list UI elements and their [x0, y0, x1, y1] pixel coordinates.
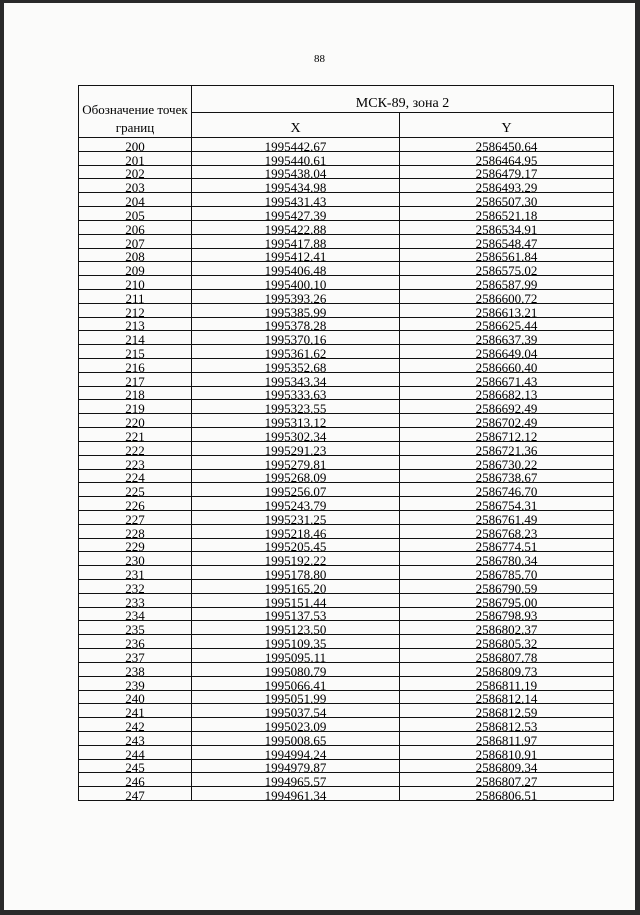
- y-coordinate-cell: 2586721.36: [400, 441, 614, 455]
- y-coordinate-cell: 2586806.51: [400, 787, 614, 801]
- x-coordinate-cell: 1995406.48: [192, 262, 400, 276]
- table-row: [79, 469, 614, 483]
- table-row: [79, 497, 614, 511]
- y-coordinate-cell: 2586507.30: [400, 193, 614, 207]
- x-coordinate-cell: 1995243.79: [192, 497, 400, 511]
- table-row: [79, 220, 614, 234]
- point-number-cell: 215: [79, 345, 192, 359]
- table-row: [79, 538, 614, 552]
- x-coordinate-cell: 1995302.34: [192, 428, 400, 442]
- y-coordinate-cell: 2586774.51: [400, 538, 614, 552]
- x-coordinate-cell: 1995279.81: [192, 455, 400, 469]
- table-row: [79, 372, 614, 386]
- x-coordinate-cell: 1995256.07: [192, 483, 400, 497]
- x-coordinate-cell: 1995178.80: [192, 566, 400, 580]
- header-point-designation: Обозначение точек границ: [79, 86, 192, 138]
- point-number-cell: 203: [79, 179, 192, 193]
- table-row: [79, 207, 614, 221]
- y-coordinate-cell: 2586798.93: [400, 607, 614, 621]
- y-coordinate-cell: 2586746.70: [400, 483, 614, 497]
- y-coordinate-cell: 2586811.97: [400, 731, 614, 745]
- header-x: X: [192, 113, 400, 138]
- point-number-cell: 220: [79, 414, 192, 428]
- y-coordinate-cell: 2586785.70: [400, 566, 614, 580]
- x-coordinate-cell: 1995137.53: [192, 607, 400, 621]
- x-coordinate-cell: 1994979.87: [192, 759, 400, 773]
- table-row: [79, 165, 614, 179]
- table-row: [79, 359, 614, 373]
- x-coordinate-cell: 1995218.46: [192, 524, 400, 538]
- point-number-cell: 239: [79, 676, 192, 690]
- point-number-cell: 231: [79, 566, 192, 580]
- y-coordinate-cell: 2586738.67: [400, 469, 614, 483]
- table-row: [79, 759, 614, 773]
- point-number-cell: 208: [79, 248, 192, 262]
- table-row: [79, 607, 614, 621]
- point-number-cell: 241: [79, 704, 192, 718]
- x-coordinate-cell: 1995165.20: [192, 580, 400, 594]
- x-coordinate-cell: 1995385.99: [192, 303, 400, 317]
- table-row: [79, 386, 614, 400]
- point-number-cell: 242: [79, 718, 192, 732]
- y-coordinate-cell: 2586810.91: [400, 745, 614, 759]
- point-number-cell: 235: [79, 621, 192, 635]
- table-row: [79, 773, 614, 787]
- point-number-cell: 202: [79, 165, 192, 179]
- y-coordinate-cell: 2586682.13: [400, 386, 614, 400]
- point-number-cell: 245: [79, 759, 192, 773]
- header-y: Y: [400, 113, 614, 138]
- y-coordinate-cell: 2586479.17: [400, 165, 614, 179]
- point-number-cell: 232: [79, 580, 192, 594]
- y-coordinate-cell: 2586780.34: [400, 552, 614, 566]
- point-number-cell: 213: [79, 317, 192, 331]
- x-coordinate-cell: 1995440.61: [192, 151, 400, 165]
- table-row: [79, 635, 614, 649]
- table-row: [79, 151, 614, 165]
- x-coordinate-cell: 1995400.10: [192, 276, 400, 290]
- x-coordinate-cell: 1995192.22: [192, 552, 400, 566]
- table-row: [79, 262, 614, 276]
- y-coordinate-cell: 2586761.49: [400, 510, 614, 524]
- header-coordinate-system: МСК-89, зона 2: [192, 86, 614, 113]
- x-coordinate-cell: 1995442.67: [192, 138, 400, 152]
- x-coordinate-cell: 1995109.35: [192, 635, 400, 649]
- x-coordinate-cell: 1995008.65: [192, 731, 400, 745]
- coordinates-table: [78, 85, 614, 801]
- point-number-cell: 200: [79, 138, 192, 152]
- table-row: [79, 580, 614, 594]
- y-coordinate-cell: 2586702.49: [400, 414, 614, 428]
- table-row: [79, 303, 614, 317]
- x-coordinate-cell: 1995427.39: [192, 207, 400, 221]
- point-number-cell: 228: [79, 524, 192, 538]
- y-coordinate-cell: 2586807.27: [400, 773, 614, 787]
- table-row: [79, 441, 614, 455]
- x-coordinate-cell: 1994961.34: [192, 787, 400, 801]
- point-number-cell: 236: [79, 635, 192, 649]
- y-coordinate-cell: 2586730.22: [400, 455, 614, 469]
- x-coordinate-cell: 1995422.88: [192, 220, 400, 234]
- y-coordinate-cell: 2586802.37: [400, 621, 614, 635]
- point-number-cell: 209: [79, 262, 192, 276]
- x-coordinate-cell: 1995361.62: [192, 345, 400, 359]
- x-coordinate-cell: 1995434.98: [192, 179, 400, 193]
- table-row: [79, 248, 614, 262]
- x-coordinate-cell: 1995268.09: [192, 469, 400, 483]
- table-row: [79, 428, 614, 442]
- table-row: [79, 662, 614, 676]
- point-number-cell: 246: [79, 773, 192, 787]
- table-header: [79, 86, 614, 138]
- point-number-cell: 244: [79, 745, 192, 759]
- table-body: [79, 138, 614, 801]
- x-coordinate-cell: 1994994.24: [192, 745, 400, 759]
- y-coordinate-cell: 2586613.21: [400, 303, 614, 317]
- point-number-cell: 207: [79, 234, 192, 248]
- x-coordinate-cell: 1995438.04: [192, 165, 400, 179]
- table-row: [79, 317, 614, 331]
- point-number-cell: 205: [79, 207, 192, 221]
- x-coordinate-cell: 1995205.45: [192, 538, 400, 552]
- table-row: [79, 510, 614, 524]
- x-coordinate-cell: 1995151.44: [192, 593, 400, 607]
- table-row: [79, 621, 614, 635]
- point-number-cell: 237: [79, 649, 192, 663]
- x-coordinate-cell: 1995393.26: [192, 289, 400, 303]
- table-row: [79, 138, 614, 152]
- y-coordinate-cell: 2586575.02: [400, 262, 614, 276]
- x-coordinate-cell: 1995378.28: [192, 317, 400, 331]
- y-coordinate-cell: 2586795.00: [400, 593, 614, 607]
- table-row: [79, 676, 614, 690]
- x-coordinate-cell: 1995323.55: [192, 400, 400, 414]
- document-page: [4, 3, 635, 910]
- table-row: [79, 552, 614, 566]
- x-coordinate-cell: 1994965.57: [192, 773, 400, 787]
- point-number-cell: 204: [79, 193, 192, 207]
- x-coordinate-cell: 1995080.79: [192, 662, 400, 676]
- table-row: [79, 690, 614, 704]
- point-number-cell: 225: [79, 483, 192, 497]
- table-row: [79, 455, 614, 469]
- x-coordinate-cell: 1995417.88: [192, 234, 400, 248]
- y-coordinate-cell: 2586805.32: [400, 635, 614, 649]
- y-coordinate-cell: 2586812.59: [400, 704, 614, 718]
- y-coordinate-cell: 2586754.31: [400, 497, 614, 511]
- table-row: [79, 483, 614, 497]
- point-number-cell: 234: [79, 607, 192, 621]
- table-row: [79, 414, 614, 428]
- point-number-cell: 224: [79, 469, 192, 483]
- page-number: 88: [314, 53, 325, 65]
- x-coordinate-cell: 1995051.99: [192, 690, 400, 704]
- point-number-cell: 226: [79, 497, 192, 511]
- table-row: [79, 234, 614, 248]
- table-row: [79, 179, 614, 193]
- table-row: [79, 718, 614, 732]
- y-coordinate-cell: 2586811.19: [400, 676, 614, 690]
- table-row: [79, 745, 614, 759]
- table-row: [79, 331, 614, 345]
- point-number-cell: 227: [79, 510, 192, 524]
- x-coordinate-cell: 1995313.12: [192, 414, 400, 428]
- point-number-cell: 201: [79, 151, 192, 165]
- y-coordinate-cell: 2586812.14: [400, 690, 614, 704]
- point-number-cell: 238: [79, 662, 192, 676]
- y-coordinate-cell: 2586649.04: [400, 345, 614, 359]
- point-number-cell: 247: [79, 787, 192, 801]
- x-coordinate-cell: 1995352.68: [192, 359, 400, 373]
- point-number-cell: 214: [79, 331, 192, 345]
- y-coordinate-cell: 2586464.95: [400, 151, 614, 165]
- y-coordinate-cell: 2586671.43: [400, 372, 614, 386]
- table-row: [79, 566, 614, 580]
- y-coordinate-cell: 2586587.99: [400, 276, 614, 290]
- y-coordinate-cell: 2586790.59: [400, 580, 614, 594]
- point-number-cell: 211: [79, 289, 192, 303]
- x-coordinate-cell: 1995343.34: [192, 372, 400, 386]
- table-row: [79, 193, 614, 207]
- x-coordinate-cell: 1995291.23: [192, 441, 400, 455]
- y-coordinate-cell: 2586692.49: [400, 400, 614, 414]
- x-coordinate-cell: 1995231.25: [192, 510, 400, 524]
- y-coordinate-cell: 2586809.73: [400, 662, 614, 676]
- x-coordinate-cell: 1995412.41: [192, 248, 400, 262]
- point-number-cell: 229: [79, 538, 192, 552]
- x-coordinate-cell: 1995066.41: [192, 676, 400, 690]
- table-row: [79, 400, 614, 414]
- x-coordinate-cell: 1995095.11: [192, 649, 400, 663]
- point-number-cell: 230: [79, 552, 192, 566]
- point-number-cell: 219: [79, 400, 192, 414]
- y-coordinate-cell: 2586561.84: [400, 248, 614, 262]
- x-coordinate-cell: 1995370.16: [192, 331, 400, 345]
- y-coordinate-cell: 2586807.78: [400, 649, 614, 663]
- y-coordinate-cell: 2586712.12: [400, 428, 614, 442]
- table-row: [79, 704, 614, 718]
- x-coordinate-cell: 1995037.54: [192, 704, 400, 718]
- y-coordinate-cell: 2586521.18: [400, 207, 614, 221]
- table-row: [79, 524, 614, 538]
- table-row: [79, 593, 614, 607]
- y-coordinate-cell: 2586660.40: [400, 359, 614, 373]
- point-number-cell: 221: [79, 428, 192, 442]
- y-coordinate-cell: 2586625.44: [400, 317, 614, 331]
- x-coordinate-cell: 1995023.09: [192, 718, 400, 732]
- x-coordinate-cell: 1995123.50: [192, 621, 400, 635]
- point-number-cell: 210: [79, 276, 192, 290]
- point-number-cell: 233: [79, 593, 192, 607]
- table-row: [79, 345, 614, 359]
- y-coordinate-cell: 2586548.47: [400, 234, 614, 248]
- table-row: [79, 276, 614, 290]
- table-row: [79, 731, 614, 745]
- point-number-cell: 216: [79, 359, 192, 373]
- y-coordinate-cell: 2586450.64: [400, 138, 614, 152]
- x-coordinate-cell: 1995333.63: [192, 386, 400, 400]
- y-coordinate-cell: 2586768.23: [400, 524, 614, 538]
- point-number-cell: 217: [79, 372, 192, 386]
- y-coordinate-cell: 2586809.34: [400, 759, 614, 773]
- y-coordinate-cell: 2586600.72: [400, 289, 614, 303]
- table-row: [79, 289, 614, 303]
- point-number-cell: 240: [79, 690, 192, 704]
- table-row: [79, 649, 614, 663]
- point-number-cell: 212: [79, 303, 192, 317]
- y-coordinate-cell: 2586812.53: [400, 718, 614, 732]
- point-number-cell: 218: [79, 386, 192, 400]
- x-coordinate-cell: 1995431.43: [192, 193, 400, 207]
- y-coordinate-cell: 2586637.39: [400, 331, 614, 345]
- table-row: [79, 787, 614, 801]
- point-number-cell: 206: [79, 220, 192, 234]
- point-number-cell: 243: [79, 731, 192, 745]
- point-number-cell: 223: [79, 455, 192, 469]
- point-number-cell: 222: [79, 441, 192, 455]
- y-coordinate-cell: 2586534.91: [400, 220, 614, 234]
- y-coordinate-cell: 2586493.29: [400, 179, 614, 193]
